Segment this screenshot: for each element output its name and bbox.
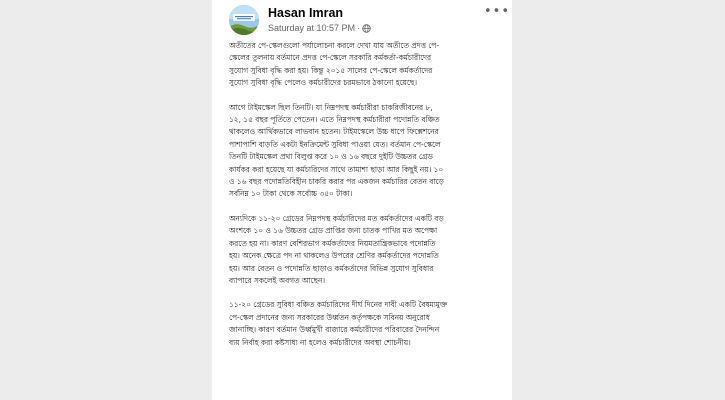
more-options-icon[interactable]: ••• <box>484 4 511 19</box>
facebook-post-card <box>212 0 512 400</box>
post-paragraph-4: ১১-২০ গ্রেডের সুবিধা বঞ্চিত কর্মচারিদের দীর্ঘ দিনের দাবী একটি বৈষম্যমুক্ত পে-স্কেল প্রদানের জন্য সরকারের উর্ধ্বতন কর্তৃপক্ষকে সবিনয় অনুরোধ জানাচ্ছি। কারণ বর্তমান উর্ধ্বমুখী বাজারে কর্মচারীদের পরিবারের দৈনন্দিন ব্যয় নির্বাহ করা কষ্টসাধ্য না হলেও কর্মচারীদের অবস্থা শোচনীয়। <box>229 300 448 347</box>
post-timestamp[interactable]: Saturday at 10:57 PM <box>268 23 356 33</box>
post-paragraph-1: অতীতের পে-স্কেলগুলো পর্যালোচনা করলে দেখা যায় অতীতে প্রদত্ত পে- স্কেলের তুলনায় বর্তমানে প্রদত্ত পে-স্কেলে সরকারি কর্মকর্তা-কর্মচারীদের সুযোগ সুবিধা বৃদ্ধি করা হয়। কিন্তু ২০১৫ সালের পে-স্কেলে কর্মকর্তাদের সুযোগ সুবিধা বৃদ্ধি পেলেও কর্মচারীদের চরমভাবে ঠকানো হয়েছে। <box>229 41 439 88</box>
post-header <box>229 4 511 37</box>
post-paragraph-3: অন্যদিকে ১১-২০ গ্রেডের নিম্নপদস্থ কর্মচারিদের মত কর্মকর্তাদের একটি বড় অংশকে ১০ ও ১৬ উচ্চতর গ্রেড প্রাপ্তির জন্য চাতক পাখির মত অপেক্ষা করতে হয় না। কারণ বেশিরভাগ কর্মকর্তাদের নিয়মতান্ত্রিকভাবে পদোন্নতি হয়। অনেক ক্ষেত্রে পদ না থাকলেও উপরের শ্রেণির কর্মকর্তাদের পদোন্নতি হয়। আর বেতন ও পদোন্নতি ছাড়াও কর্মকর্তাদের বিভিন্ন সুযোগ সুবিধার ব্যাপারে সকলেই অবগত আছেন। <box>229 213 444 285</box>
meta-separator: · <box>357 23 361 33</box>
post-paragraph-2: আগে টাইমস্কেল ছিল তিনটি। যা নিম্নপদস্থ কর্মচারীরা চাকরিজীবনের ৮, ১২, ১৫ বছর পূর্তিতে পেতেন। এতে নিম্নপদস্থ কর্মচারীরা পদোন্নতি বঞ্চিত থাকলেও আর্থিকভাবে লাভবান হতেন। টাইমস্কেলে উচ্চ ধাপে ফিক্সেশনের পাশাপাশি বাড়তি একটা ইনক্রিমেন্ট সুবিধা পাওয়া যেত। বর্তমান পে-স্কেলে তিনটি টাইমস্কেল প্রথা বিলুপ্ত করে ১০ ও ১৬ বছরে দুইটি উচ্চতর গ্রেড কার্যকর করা হয়েছে যা কর্মচারিদের সাথে তামাশা ছাড়া আর কিছুই নয়। ১০ ও ১৬ বছর পদোন্নতিবিহীন চাকরি করার পর একজন কর্মচারির বেতন বাড়ে সর্বনিম্ন ১০ টাকা থেকে সর্বোচ্চ ৩৫০ টাকা। <box>229 102 444 199</box>
post-text <box>229 40 505 361</box>
author-name[interactable]: Hasan Imran <box>268 6 344 20</box>
author-avatar[interactable] <box>229 5 259 35</box>
avatar-image <box>229 5 259 35</box>
post-meta <box>268 23 371 33</box>
globe-icon[interactable] <box>362 24 371 33</box>
